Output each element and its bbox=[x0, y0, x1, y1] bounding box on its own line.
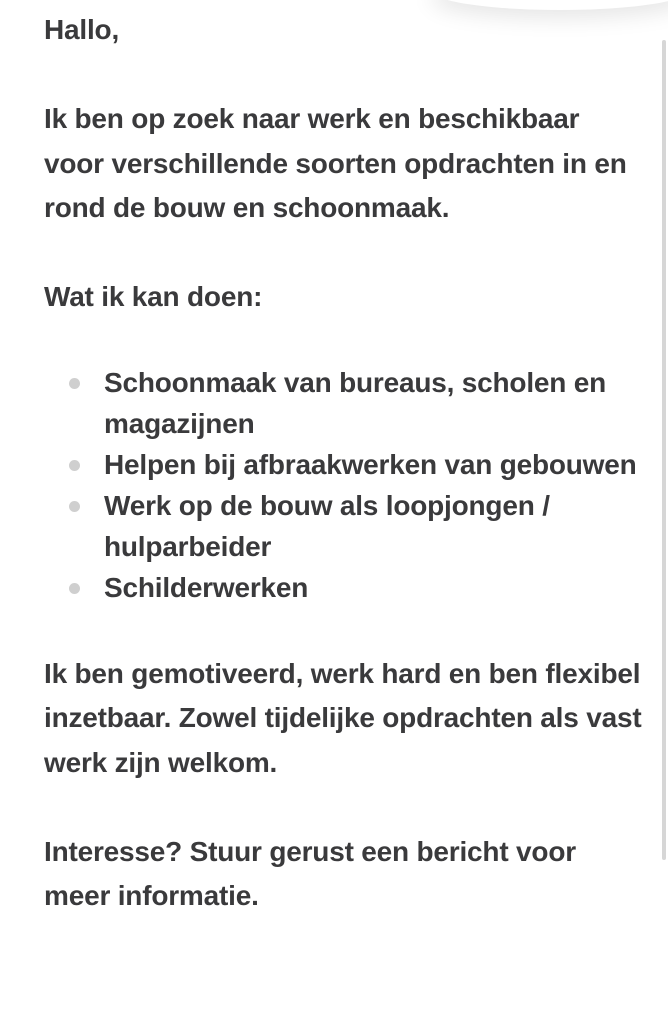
motivation-paragraph: Ik ben gemotiveerd, werk hard en ben flexibel inzetbaar. Zowel tijdelijke opdrachten als vast werk zijn welkom. bbox=[44, 657, 642, 778]
closing-paragraph: Interesse? Stuur gerust een bericht voor meer informatie. bbox=[44, 835, 576, 911]
list-item: Werk op de bouw als loopjongen / hulparbeider bbox=[44, 485, 644, 567]
list-item: Helpen bij afbraakwerken van gebouwen bbox=[44, 444, 644, 485]
list-item: Schoonmaak van bureaus, scholen en magazijnen bbox=[44, 362, 644, 444]
skills-list bbox=[44, 362, 644, 608]
greeting-text: Hallo, bbox=[44, 14, 120, 45]
skills-heading: Wat ik kan doen: bbox=[44, 281, 263, 312]
list-item: Schilderwerken bbox=[44, 567, 644, 608]
message-body bbox=[44, 8, 644, 919]
vertical-scrollbar[interactable] bbox=[662, 40, 666, 860]
intro-paragraph: Ik ben op zoek naar werk en beschikbaar voor verschillende soorten opdrachten in en rond de bouw en schoonmaak. bbox=[44, 103, 627, 223]
